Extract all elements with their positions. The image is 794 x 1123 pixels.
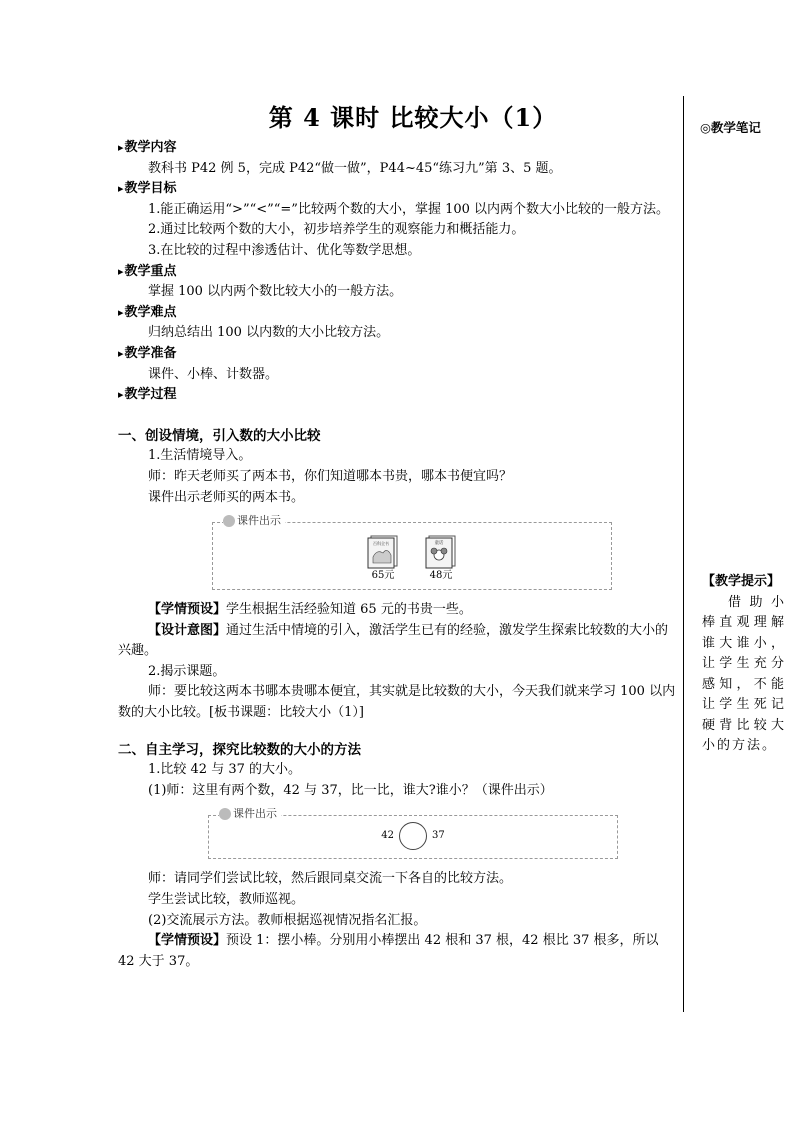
- part2-line: 1.比较 42 与 37 的大小。: [148, 762, 302, 778]
- part1-line: 1.生活情境导入。: [148, 448, 252, 464]
- book-price: 65元: [371, 570, 395, 582]
- section-prep-label: ▸ 教学准备: [118, 344, 678, 365]
- svg-text:百科全书: 百科全书: [373, 541, 389, 547]
- section-difficulty-label: ▸ 教学难点: [118, 303, 678, 324]
- courseware-label: 课件出示: [219, 807, 281, 821]
- goal-item: 1.能正确运用“>”“<”“=”比较两个数的大小，掌握 100 以内两个数大小比较的一般方法。: [148, 201, 670, 217]
- book-fairytale: [423, 533, 459, 583]
- section-key-text: 掌握 100 以内两个数比较大小的一般方法。: [148, 284, 403, 300]
- section-key-label: ▸ 教学重点: [118, 262, 678, 283]
- dot-icon: [223, 515, 235, 527]
- part2-line: 师：请同学们尝试比较，然后跟同桌交流一下各自的比较方法。: [148, 871, 513, 887]
- goal-item: 3.在比较的过程中渗透估计、优化等数学思想。: [148, 242, 421, 258]
- part1-heading: 一、创设情境，引入数的大小比较: [118, 427, 321, 444]
- part1-line: 师：昨天老师买了两本书，你们知道哪本书贵，哪本书便宜吗？: [148, 468, 513, 484]
- compare-number: 42: [381, 830, 394, 842]
- blank-circle-icon: [399, 822, 427, 850]
- compare-row: [209, 816, 617, 856]
- margin-divider: [683, 96, 684, 1012]
- section-goals-label: ▸ 教学目标: [118, 179, 678, 200]
- book-price: 48元: [429, 570, 453, 582]
- courseware-box-books: [212, 514, 612, 590]
- section-content-text: 教科书 P42 例 5，完成 P42“做一做”，P44~45“练习九”第 3、5 题。: [148, 160, 562, 176]
- part2-line: (1)师：这里有两个数，42 与 37，比一比，谁大?谁小？（课件出示）: [148, 782, 553, 798]
- tip-body: 借助小棒直观理解谁大谁小，让学生充分感知，不能让学生死记硬背比较大小的方法。: [702, 594, 786, 753]
- tip-title: 【教学提示】: [702, 574, 781, 589]
- teaching-notes-header: ◎教学笔记: [700, 120, 761, 135]
- lesson-body: [118, 100, 678, 972]
- part2-line: (2)交流展示方法。教师根据巡视情况指名汇报。: [148, 912, 427, 928]
- part2-line: 学生尝试比较，教师巡视。: [148, 892, 305, 908]
- page-title: 第 4 课时 比较大小（1）: [268, 103, 558, 132]
- part1-line: 师：要比较这两本书哪本贵哪本便宜，其实就是比较数的大小，今天我们就来学习 100 以内数的大小比较。[板书课题：比较大小（1）]: [118, 684, 676, 721]
- part2-preset: 【学情预设】预设 1：摆小棒。分别用小棒摆出 42 根和 37 根，42 根比 37 根多，所以 42 大于 37。: [118, 933, 659, 969]
- dot-icon: [219, 808, 231, 820]
- part1-intent: 【设计意图】通过生活中情境的引入，激活学生已有的经验，激发学生探索比较数的大小的兴趣。: [118, 622, 669, 659]
- section-prep-text: 课件、小棒、计数器。: [148, 366, 279, 382]
- compare-number: 37: [432, 830, 445, 842]
- section-difficulty-text: 归纳总结出 100 以内数的大小比较方法。: [148, 325, 390, 341]
- section-process-label: ▸ 教学过程: [118, 385, 678, 406]
- part1-line: 2.揭示课题。: [148, 663, 226, 679]
- teaching-tip: [702, 572, 786, 757]
- part1-line: 课件出示老师买的两本书。: [148, 489, 305, 505]
- encyclopedia-book-icon: [365, 533, 401, 569]
- book-encyclopedia: [365, 533, 401, 583]
- courseware-label: 课件出示: [223, 514, 285, 528]
- section-content-label: ▸ 教学内容: [118, 138, 678, 159]
- goal-item: 2.通过比较两个数的大小，初步培养学生的观察能力和概括能力。: [148, 222, 525, 238]
- part1-preset: 【学情预设】学生根据生活经验知道 65 元的书贵一些。: [148, 602, 472, 618]
- books-row: [213, 523, 611, 583]
- courseware-box-compare: [208, 807, 618, 859]
- part2-heading: 二、自主学习，探究比较数的大小的方法: [118, 741, 361, 758]
- svg-text:童话: 童话: [434, 541, 444, 547]
- fairytale-book-icon: [423, 533, 459, 569]
